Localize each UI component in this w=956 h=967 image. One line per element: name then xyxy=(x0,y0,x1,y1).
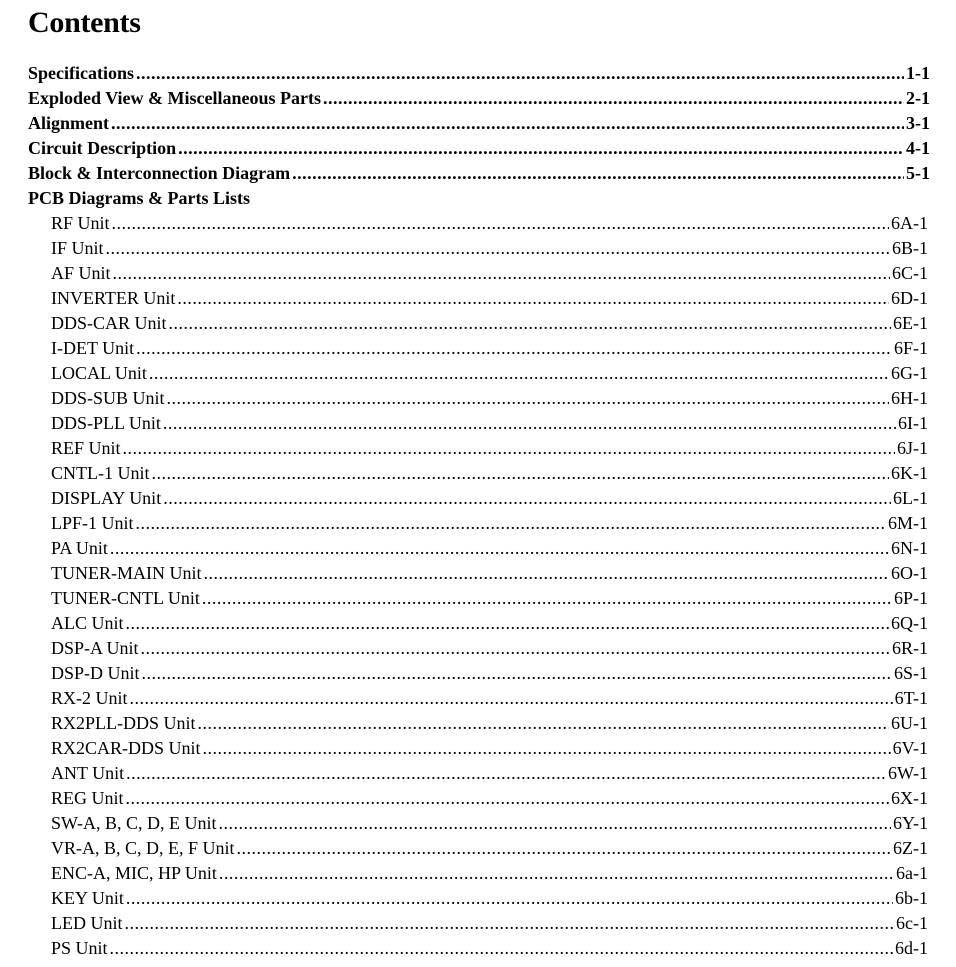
toc-entry[interactable] xyxy=(28,161,930,186)
toc-subentry[interactable] xyxy=(28,711,928,736)
toc-entry-label: PA Unit xyxy=(51,538,108,558)
toc-subentry[interactable] xyxy=(28,561,928,586)
toc-subentry[interactable] xyxy=(28,536,928,561)
toc-entry-page: 5-1 xyxy=(906,163,930,183)
toc-entry-page: 6I-1 xyxy=(898,413,928,433)
toc-subentry[interactable] xyxy=(28,886,928,911)
dot-leader xyxy=(292,161,904,186)
toc-subentry[interactable] xyxy=(28,311,928,336)
toc-section-heading[interactable] xyxy=(28,186,930,211)
toc-subentry[interactable] xyxy=(28,761,928,786)
toc-entry-page: 6L-1 xyxy=(893,488,928,508)
toc-entry-label: PCB Diagrams & Parts Lists xyxy=(28,188,250,208)
toc-entry[interactable] xyxy=(28,136,930,161)
toc-entry[interactable] xyxy=(28,111,930,136)
toc-subentry[interactable] xyxy=(28,511,928,536)
dot-leader xyxy=(237,836,891,861)
toc-entry-page: 1-1 xyxy=(906,63,930,83)
toc-subentry[interactable] xyxy=(28,736,928,761)
toc-entry-label: PS Unit xyxy=(51,938,108,958)
toc-entry-page: 6C-1 xyxy=(892,263,928,283)
dot-leader xyxy=(130,686,893,711)
toc-entry-page: 6Q-1 xyxy=(891,613,928,633)
toc-subentry[interactable] xyxy=(28,811,928,836)
toc-entry-page: 6S-1 xyxy=(893,663,928,683)
toc-entry-page: 6Y-1 xyxy=(893,813,928,833)
dot-leader xyxy=(163,411,896,436)
toc-subentry[interactable] xyxy=(28,636,928,661)
dot-leader xyxy=(106,236,890,261)
toc-entry-label: ANT Unit xyxy=(51,763,125,783)
dot-leader xyxy=(167,386,889,411)
toc-subentry[interactable] xyxy=(28,461,928,486)
toc-subentry[interactable] xyxy=(28,211,928,236)
toc-subentry[interactable] xyxy=(28,411,928,436)
toc-entry-page: 6T-1 xyxy=(894,688,928,708)
toc-entry-label: SW-A, B, C, D, E Unit xyxy=(51,813,217,833)
toc-entry-label: Alignment xyxy=(28,113,109,133)
toc-entry-label: REG Unit xyxy=(51,788,124,808)
toc-entry-page: 6M-1 xyxy=(888,513,928,533)
toc-entry-page: 6V-1 xyxy=(892,738,928,758)
toc-entry-label: RX-2 Unit xyxy=(51,688,128,708)
dot-leader xyxy=(141,636,890,661)
dot-leader xyxy=(323,86,904,111)
toc-entry-label: Exploded View & Miscellaneous Parts xyxy=(28,88,321,108)
toc-entry-label: LPF-1 Unit xyxy=(51,513,134,533)
toc-entry[interactable] xyxy=(28,61,930,86)
toc-entry-page: 2-1 xyxy=(906,88,930,108)
toc-entry-label: DDS-SUB Unit xyxy=(51,388,165,408)
dot-leader xyxy=(142,661,892,686)
toc-subentry[interactable] xyxy=(28,911,928,936)
toc-subentry[interactable] xyxy=(28,261,928,286)
toc-subentry[interactable] xyxy=(28,661,928,686)
toc-entry-label: ALC Unit xyxy=(51,613,124,633)
toc-subentry[interactable] xyxy=(28,786,928,811)
dot-leader xyxy=(125,911,895,936)
dot-leader xyxy=(163,486,891,511)
toc-entry-label: AF Unit xyxy=(51,263,111,283)
toc-entry-page: 3-1 xyxy=(906,113,930,133)
toc-subentry[interactable] xyxy=(28,436,928,461)
toc-subentry[interactable] xyxy=(28,686,928,711)
dot-leader xyxy=(136,336,892,361)
toc-entry-label: DSP-D Unit xyxy=(51,663,140,683)
toc-entry-page: 6O-1 xyxy=(891,563,928,583)
dot-leader xyxy=(110,936,893,961)
dot-leader xyxy=(110,536,889,561)
dot-leader xyxy=(177,286,889,311)
toc-entry-label: DDS-CAR Unit xyxy=(51,313,167,333)
toc-entry-page: 6D-1 xyxy=(891,288,928,308)
toc-entry-page: 6d-1 xyxy=(895,938,928,958)
toc-subentry[interactable] xyxy=(28,611,928,636)
toc-entry-page: 6c-1 xyxy=(896,913,928,933)
toc-entry-label: RX2PLL-DDS Unit xyxy=(51,713,196,733)
dot-leader xyxy=(149,361,889,386)
dot-leader xyxy=(126,761,886,786)
toc-entry-label: IF Unit xyxy=(51,238,104,258)
dot-leader xyxy=(126,786,889,811)
toc-entry-label: VR-A, B, C, D, E, F Unit xyxy=(51,838,235,858)
toc-entry-label: TUNER-CNTL Unit xyxy=(51,588,200,608)
toc-entry-label: RX2CAR-DDS Unit xyxy=(51,738,201,758)
toc-entry-page: 6Z-1 xyxy=(893,838,928,858)
toc-entry-label: DISPLAY Unit xyxy=(51,488,162,508)
table-of-contents xyxy=(28,61,930,961)
dot-leader xyxy=(219,811,891,836)
page-title: Contents xyxy=(28,6,141,39)
toc-subentry[interactable] xyxy=(28,836,928,861)
toc-entry-page: 4-1 xyxy=(906,138,930,158)
dot-leader xyxy=(123,436,895,461)
toc-entry-label: INVERTER Unit xyxy=(51,288,176,308)
toc-entry-label: TUNER-MAIN Unit xyxy=(51,563,202,583)
dot-leader xyxy=(169,311,891,336)
toc-subentry[interactable] xyxy=(28,936,928,961)
dot-leader xyxy=(203,736,891,761)
toc-entry-label: REF Unit xyxy=(51,438,121,458)
toc-subentry[interactable] xyxy=(28,286,928,311)
toc-entry-page: 6a-1 xyxy=(896,863,928,883)
toc-subentry[interactable] xyxy=(28,486,928,511)
toc-entry-page: 6b-1 xyxy=(895,888,928,908)
toc-entry-label: CNTL-1 Unit xyxy=(51,463,150,483)
toc-entry-label: RF Unit xyxy=(51,213,110,233)
dot-leader xyxy=(126,886,893,911)
toc-entry-label: LOCAL Unit xyxy=(51,363,147,383)
toc-entry-label: KEY Unit xyxy=(51,888,124,908)
toc-entry-page: 6N-1 xyxy=(891,538,928,558)
toc-entry-page: 6G-1 xyxy=(891,363,928,383)
toc-subentry[interactable] xyxy=(28,361,928,386)
toc-entry-page: 6X-1 xyxy=(891,788,928,808)
dot-leader xyxy=(113,261,890,286)
toc-entry-label: DSP-A Unit xyxy=(51,638,139,658)
toc-entry-label: Specifications xyxy=(28,63,134,83)
toc-entry-page: 6W-1 xyxy=(888,763,928,783)
toc-entry-page: 6A-1 xyxy=(891,213,928,233)
toc-entry-label: I-DET Unit xyxy=(51,338,135,358)
toc-entry-page: 6U-1 xyxy=(891,713,928,733)
toc-entry-page: 6K-1 xyxy=(891,463,928,483)
dot-leader xyxy=(202,586,892,611)
toc-entry-label: DDS-PLL Unit xyxy=(51,413,161,433)
toc-entry-label: Circuit Description xyxy=(28,138,177,158)
toc-entry-label: LED Unit xyxy=(51,913,123,933)
toc-subentry[interactable] xyxy=(28,586,928,611)
dot-leader xyxy=(112,211,889,236)
dot-leader xyxy=(152,461,890,486)
dot-leader xyxy=(126,611,889,636)
dot-leader xyxy=(198,711,889,736)
toc-subentry[interactable] xyxy=(28,336,928,361)
toc-entry-label: ENC-A, MIC, HP Unit xyxy=(51,863,217,883)
toc-entry-page: 6P-1 xyxy=(893,588,928,608)
dot-leader xyxy=(136,61,904,86)
toc-entry-page: 6B-1 xyxy=(892,238,928,258)
toc-entry[interactable] xyxy=(28,86,930,111)
dot-leader xyxy=(136,511,886,536)
toc-entry-label: Block & Interconnection Diagram xyxy=(28,163,291,183)
toc-subentry[interactable] xyxy=(28,861,928,886)
dot-leader xyxy=(204,561,890,586)
dot-leader xyxy=(111,111,904,136)
toc-entry-page: 6H-1 xyxy=(891,388,928,408)
toc-entry-page: 6F-1 xyxy=(893,338,928,358)
toc-entry-page: 6R-1 xyxy=(892,638,928,658)
dot-leader xyxy=(178,136,904,161)
dot-leader xyxy=(219,861,894,886)
toc-subentry[interactable] xyxy=(28,236,928,261)
toc-subentry[interactable] xyxy=(28,386,928,411)
toc-entry-page: 6E-1 xyxy=(893,313,928,333)
toc-entry-page: 6J-1 xyxy=(897,438,928,458)
